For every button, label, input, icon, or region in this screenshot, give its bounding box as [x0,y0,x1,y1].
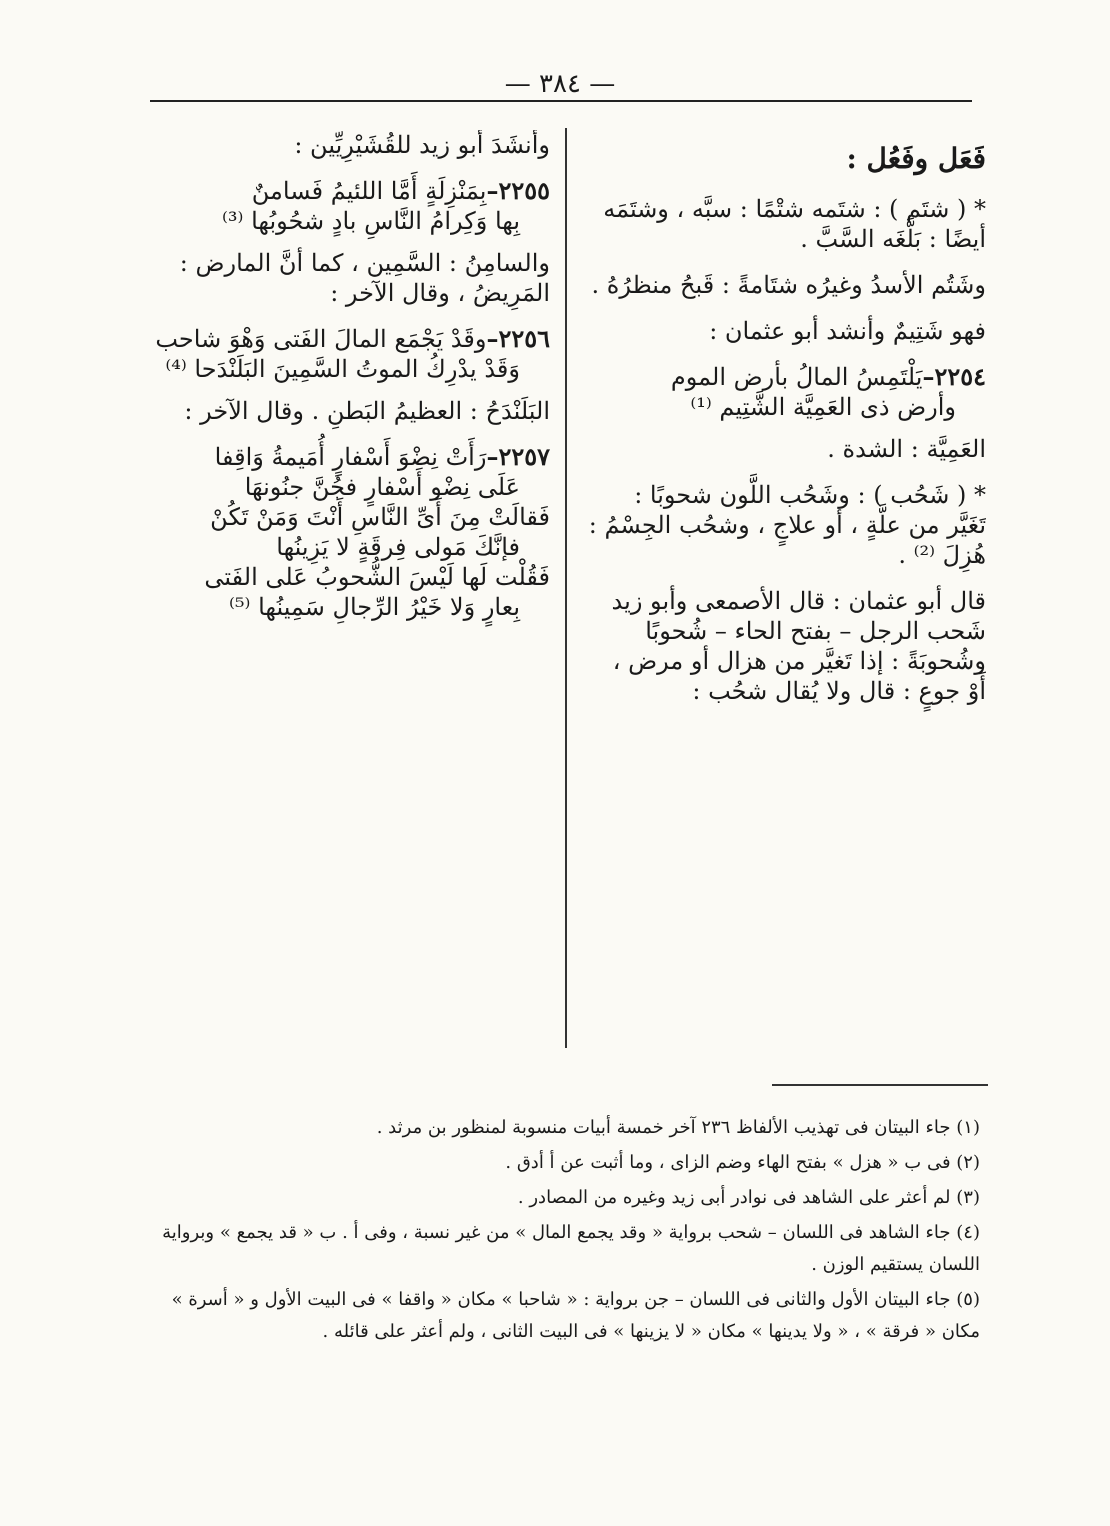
entry-shatuma: وشَتُم الأسدُ وغيرُه شتَامةً : قَبحُ منظرُهُ . [591,271,986,299]
footnote-3: (٣) لم أعثر على الشاهد فى نوادر أبى زيد وغيره من المصادر . [517,1187,980,1208]
verse-2256-line1 [150,324,550,354]
verse-2257 [150,442,550,622]
entry-shahuba: * ( شَحُب ) : وشَحُب اللَّون شحوبًا : تَغَيَّر من علَّةٍ ، أو علاجٍ ، وشحُب الجِسْمُ : هُزِلَ ⁽²⁾ . [588,481,986,569]
verse-2254 [588,362,986,422]
footnote-5: (٥) جاء البيتان الأول والثانى فى اللسان – جن برواية : « شاحبا » مكان « واقفا » فى البيت الأول و « أسرة » مكان « فرقة » ، « ولا يدينها » مكان « لا يزينها » فى البيت الثانى ، ولم أعثر على قائله . [171,1289,980,1342]
footnote-2: (٢) فى ب « هزل » بفتح الهاء وضم الزاى ، وما أثبت عن أ أدق . [505,1152,980,1173]
verse-2256 [150,324,550,384]
verse-number: ٢٢٥٤– [922,362,986,391]
gloss-amiyya: العَمِيَّة : الشدة . [827,435,986,463]
verse-2257-line3: فَقالَتْ مِنَ أَىِّ النَّاسِ أَنْتَ وَمَنْ تَكُنْ [210,503,550,531]
footnote-rule [772,1084,988,1086]
page-number: — ٣٨٤ — [504,69,616,99]
verse-number: ٢٢٥٦– [486,324,550,353]
gloss-samin: والسامِنُ : السَّمِين ، كما أنَّ المارض : المَرِيضُ ، وقال الآخر : [179,249,550,307]
verse-2254-line1 [588,362,986,392]
verse-2256-line2: وَقَدْ يدْرِكُ الموتُ السَّمِينَ البَلَنْدَحا ⁽⁴⁾ [165,355,520,383]
verse-2255-line2: بِها وَكِرامُ النَّاسِ بادٍ شحُوبُها ⁽³⁾ [222,207,520,235]
column-divider [565,128,567,1048]
intro-2254: فهو شَتِيمٌ وأنشد أبو عثمان : [709,317,986,345]
footnotes [150,1112,980,1402]
verse-number: ٢٢٥٥– [486,176,550,205]
verse-text: رَأَتْ نِضْوَ أَسْفارٍ أُمَيمةُ وَاقِفا [214,443,487,471]
verse-2257-line2: عَلَى نِضْو أَسْفارٍ فجُنَّ جنُونهَا [244,473,520,501]
verse-2257-line5: فَقُلْت لَها لَيْسَ الشُّحوبُ عَلى الفَتى [204,563,550,591]
verse-2257-line6: بِعارٍ وَلا خَيْرُ الرِّجالِ سَمِينُها ⁽⁵⁾ [229,593,520,621]
verse-text: بِمَنْزِلَةٍ أَمَّا اللئيمُ فَسامنٌ [251,177,487,205]
verse-number: ٢٢٥٧– [486,442,550,471]
right-column [588,130,986,1060]
entry-shatam: * ( شتَم ) : شتَمه شتْمًا : سبَّه ، وشتَمَه أيضًا : بَلَّغَه السَّبَّ . [603,195,986,253]
quote-abu-uthman: قال أبو عثمان : قال الأصمعى وأبو زيد شَحب الرجل – بفتح الحاء – شُحوبًا وشُحوبَةً : إذا تَغيَّر من هزال أو مرض ، أَوْ جوعٍ : قال ولا يُقال شحُب : [611,587,986,705]
intro-2255: وأنشَدَ أبو زيد للقُشَيْرِيِّين : [294,131,550,159]
footnote-1: (١) جاء البيتان فى تهذيب الألفاظ ٢٣٦ آخر خمسة أبيات منسوبة لمنظور بن مرثد . [376,1117,980,1138]
verse-2255-line1 [150,176,550,206]
footnote-4: (٤) جاء الشاهد فى اللسان – شحب برواية « وقد يجمع المال » من غير نسبة ، وفى أ . ب « قد يجمع » وبرواية اللسان يستقيم الوزن . [162,1222,980,1275]
verse-2255 [150,176,550,236]
verse-2257-line4: فإنَّكَ مَولى فِرقَةٍ لا يَزِينُها [276,533,520,561]
verse-text: يَلْتَمِسُ المالُ بأرض الموم [670,363,923,391]
gloss-balandah: البَلَنْدَحُ : العظيمُ البَطنِ . وقال الآخر : [184,397,550,425]
section-heading: فَعَل وفَعُل : [846,142,986,175]
verse-2254-line2: وأرض ذى العَمِيَّة الشَّتِيم ⁽¹⁾ [690,393,956,421]
left-column [150,130,550,1060]
verse-2257-line1 [150,442,550,472]
header-rule [150,100,972,102]
verse-text: وقَدْ يَجْمَع المالَ الفَتى وَهْوَ شاحب [155,325,487,353]
